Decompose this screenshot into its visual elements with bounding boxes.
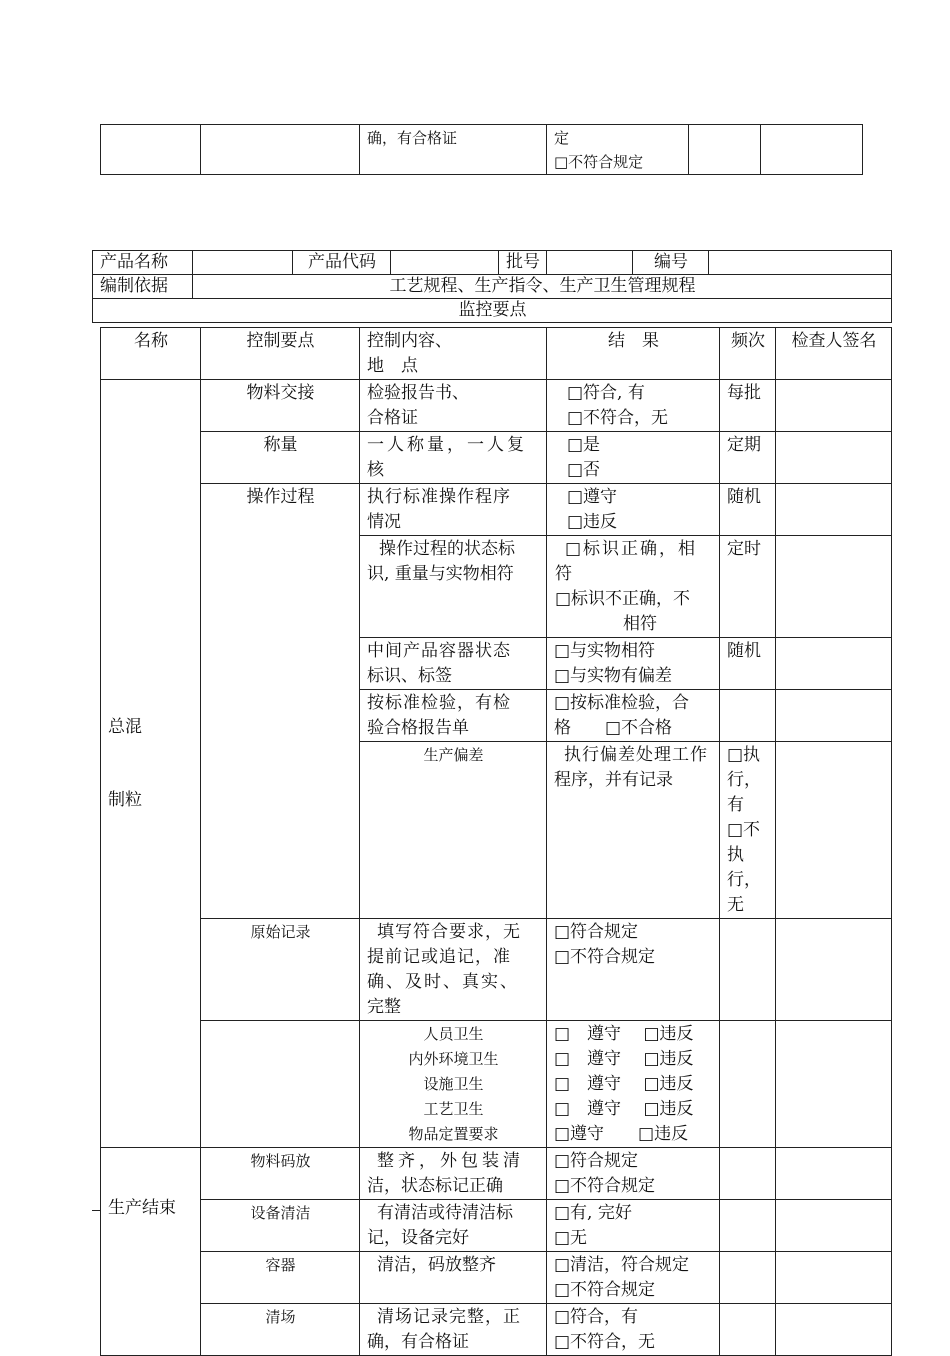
control-point: 原始记录 bbox=[201, 919, 360, 1021]
checkbox-option[interactable]: □清洁，符合规定 bbox=[554, 1255, 690, 1275]
content-line: 填写符合要求，无 bbox=[377, 922, 521, 942]
number-field[interactable] bbox=[709, 251, 892, 275]
table-row bbox=[101, 1021, 892, 1148]
column-header-row bbox=[101, 328, 892, 380]
control-point: 称量 bbox=[201, 432, 360, 484]
col-header-content bbox=[360, 328, 547, 380]
checkbox-option-continued: 符 bbox=[555, 564, 572, 584]
frequency-cell bbox=[720, 1304, 776, 1356]
control-point: 物料码放 bbox=[201, 1148, 360, 1200]
table-row bbox=[101, 432, 892, 484]
monitoring-table bbox=[100, 327, 892, 1356]
inspector-signature-field[interactable] bbox=[776, 484, 892, 536]
checkbox-option[interactable]: □不符合规定 bbox=[554, 1176, 656, 1196]
content-line: 整齐，外包装清 bbox=[377, 1151, 524, 1171]
inspector-signature-field[interactable] bbox=[776, 690, 892, 742]
content-line: 确、及时、真实、 bbox=[367, 972, 519, 992]
table-row bbox=[101, 380, 892, 432]
checkbox-option[interactable]: □ 遵守 □违反 bbox=[554, 1049, 694, 1069]
content-cell bbox=[360, 484, 547, 536]
table-row bbox=[101, 1200, 892, 1252]
result-checkboxes[interactable] bbox=[547, 690, 720, 742]
fragment-cell-empty bbox=[689, 125, 761, 175]
batch-label: 批号 bbox=[499, 251, 547, 275]
fragment-cell-empty bbox=[761, 125, 863, 175]
content-line: 记，设备完好 bbox=[367, 1228, 469, 1248]
result-checkboxes[interactable] bbox=[547, 1200, 720, 1252]
checkbox-option[interactable]: □执行，有 bbox=[727, 745, 761, 815]
frequency-cell bbox=[720, 690, 776, 742]
fragment-result-line: □不符合规定 bbox=[554, 153, 644, 171]
content-line: 物品定置要求 bbox=[408, 1125, 499, 1143]
content-line: 洁，状态标记正确 bbox=[367, 1176, 503, 1196]
checkbox-option[interactable]: □符合规定 bbox=[554, 922, 639, 942]
content-cell bbox=[360, 1304, 547, 1356]
fragment-cell-empty bbox=[201, 125, 360, 175]
checkbox-option[interactable]: □不符合规定 bbox=[554, 947, 656, 967]
content-line: 完整 bbox=[367, 997, 401, 1017]
frequency-cell bbox=[720, 919, 776, 1021]
result-checkboxes[interactable] bbox=[547, 536, 720, 638]
checkbox-option[interactable]: □不符合，无 bbox=[567, 408, 669, 428]
frequency-cell: 随机 bbox=[720, 638, 776, 690]
content-cell bbox=[360, 1252, 547, 1304]
inspector-signature-field[interactable] bbox=[776, 638, 892, 690]
col-header-control-point: 控制要点 bbox=[201, 328, 360, 380]
checkbox-option[interactable]: □无 bbox=[554, 1228, 588, 1248]
fragment-content-line: 确，有合格证 bbox=[367, 129, 458, 147]
basis-label: 编制依据 bbox=[93, 275, 193, 299]
checkbox-option[interactable]: □不符合规定 bbox=[554, 1280, 656, 1300]
product-code-label: 产品代码 bbox=[293, 251, 391, 275]
table-row bbox=[101, 1148, 892, 1200]
inspector-signature-field[interactable] bbox=[776, 1252, 892, 1304]
checkbox-option[interactable]: □ 遵守 □违反 bbox=[554, 1024, 694, 1044]
inspector-signature-field[interactable] bbox=[776, 432, 892, 484]
content-line: 执行标准操作程序 bbox=[367, 487, 511, 507]
col-header-content-line: 控制内容、 bbox=[367, 331, 452, 351]
result-checkboxes[interactable] bbox=[547, 1148, 720, 1200]
content-line: 操作过程的状态标 bbox=[379, 539, 515, 559]
content-line: 检验报告书、 bbox=[367, 383, 469, 403]
control-point: 操作过程 bbox=[201, 484, 360, 919]
table-row bbox=[101, 1252, 892, 1304]
control-point: 清场 bbox=[201, 1304, 360, 1356]
content-line: 情况 bbox=[367, 512, 401, 532]
fragment-content-cell bbox=[360, 125, 547, 175]
batch-field[interactable] bbox=[547, 251, 633, 275]
result-checkboxes[interactable] bbox=[547, 380, 720, 432]
result-checkboxes[interactable] bbox=[547, 919, 720, 1021]
frequency-cell bbox=[720, 1200, 776, 1252]
checkbox-option[interactable]: □否 bbox=[567, 460, 601, 480]
checkbox-option[interactable]: □标识正确，相 bbox=[565, 539, 698, 559]
col-header-result: 结 果 bbox=[547, 328, 720, 380]
col-header-name: 名称 bbox=[101, 328, 201, 380]
frequency-cell: 定期 bbox=[720, 432, 776, 484]
content-line: 程序，并有记录 bbox=[554, 770, 673, 790]
content-line: 清场记录完整，正 bbox=[377, 1307, 521, 1327]
checkbox-option[interactable]: □不符合，无 bbox=[554, 1332, 656, 1352]
checkbox-option[interactable]: □按标准检验，合 bbox=[554, 693, 690, 713]
checkbox-option[interactable]: □符合, 有 bbox=[567, 383, 645, 403]
inspector-signature-field[interactable] bbox=[776, 380, 892, 432]
content-cell bbox=[360, 1200, 547, 1252]
content-cell bbox=[360, 380, 547, 432]
group-label-line: 生产结束 bbox=[108, 1198, 176, 1218]
inspector-signature-field[interactable] bbox=[776, 1304, 892, 1356]
control-point bbox=[201, 1021, 360, 1148]
checkbox-option-continued: 相符 bbox=[623, 614, 657, 634]
inspector-signature-field[interactable] bbox=[776, 919, 892, 1021]
inspector-signature-field[interactable] bbox=[776, 1021, 892, 1148]
content-cell bbox=[360, 1148, 547, 1200]
col-header-frequency: 频次 bbox=[720, 328, 776, 380]
number-label: 编号 bbox=[633, 251, 709, 275]
group-mixing-label bbox=[101, 380, 201, 1148]
checkbox-option[interactable]: 格 □不合格 bbox=[554, 718, 673, 738]
frequency-cell: 定时 bbox=[720, 536, 776, 638]
content-line: 有清洁或待清洁标 bbox=[377, 1203, 513, 1223]
basis-value: 工艺规程、生产指令、生产卫生管理规程 bbox=[193, 275, 892, 299]
checkbox-option[interactable]: □是 bbox=[567, 435, 601, 455]
checkbox-option[interactable]: □符合，有 bbox=[554, 1307, 639, 1327]
result-checkboxes[interactable] bbox=[547, 1252, 720, 1304]
checkbox-option[interactable]: □与实物有偏差 bbox=[554, 666, 673, 686]
content-cell bbox=[360, 1021, 547, 1148]
table-row bbox=[101, 919, 892, 1021]
control-point: 容器 bbox=[201, 1252, 360, 1304]
content-cell bbox=[360, 536, 547, 638]
fragment-result-line: 定 bbox=[554, 129, 570, 147]
checkbox-option[interactable]: □遵守 □违反 bbox=[554, 1124, 689, 1144]
frequency-cell: 每批 bbox=[720, 380, 776, 432]
content-line: 核 bbox=[367, 460, 384, 480]
col-header-inspector: 检查人签名 bbox=[776, 328, 892, 380]
table-row bbox=[101, 484, 892, 536]
continued-table-fragment bbox=[100, 124, 863, 175]
checkbox-option[interactable]: □标识不正确，不 bbox=[555, 589, 691, 609]
content-line: 合格证 bbox=[367, 408, 418, 428]
checkbox-option[interactable]: □ 遵守 □违反 bbox=[554, 1099, 694, 1119]
result-checkboxes[interactable] bbox=[547, 484, 720, 536]
content-cell bbox=[360, 432, 547, 484]
checkbox-option[interactable]: □有, 完好 bbox=[554, 1203, 632, 1223]
content-line: 确，有合格证 bbox=[367, 1332, 469, 1352]
frequency-cell bbox=[720, 1252, 776, 1304]
frequency-cell: 随机 bbox=[720, 484, 776, 536]
content-line: 设施卫生 bbox=[423, 1075, 484, 1093]
group-label-line: 制粒 bbox=[108, 790, 142, 810]
control-point: 设备清洁 bbox=[201, 1200, 360, 1252]
checkbox-option[interactable]: □遵守 bbox=[567, 487, 618, 507]
product-name-label: 产品名称 bbox=[93, 251, 193, 275]
checkbox-option[interactable]: □不执行，无 bbox=[727, 820, 761, 915]
content-line: 提前记或追记，准 bbox=[367, 947, 511, 967]
content-line: 验合格报告单 bbox=[367, 718, 469, 738]
content-line: 按标准检验，有检 bbox=[367, 693, 511, 713]
content-cell bbox=[360, 919, 547, 1021]
fragment-result-cell bbox=[547, 125, 689, 175]
content-line: 清洁，码放整齐 bbox=[377, 1255, 496, 1275]
content-line: 标识、标签 bbox=[367, 666, 452, 686]
content-line: 识, 重量与实物相符 bbox=[367, 564, 514, 584]
checkbox-option[interactable]: □与实物相符 bbox=[554, 641, 656, 661]
product-code-field[interactable] bbox=[391, 251, 499, 275]
frequency-cell bbox=[776, 742, 892, 919]
content-cell bbox=[360, 638, 547, 690]
content-line: 工艺卫生 bbox=[423, 1100, 484, 1118]
table-corner-tick bbox=[92, 1210, 100, 1211]
content-cell bbox=[360, 690, 547, 742]
content-cell bbox=[547, 742, 720, 919]
checkbox-option[interactable]: □违反 bbox=[567, 512, 618, 532]
frequency-cell bbox=[720, 1148, 776, 1200]
inspector-signature-field[interactable] bbox=[776, 1200, 892, 1252]
product-name-field[interactable] bbox=[193, 251, 293, 275]
monitor-title: 监控要点 bbox=[93, 299, 892, 323]
control-point: 物料交接 bbox=[201, 380, 360, 432]
col-header-content-line: 地 点 bbox=[367, 356, 418, 376]
content-line: 中间产品容器状态 bbox=[367, 641, 511, 661]
result-checkboxes[interactable] bbox=[547, 1304, 720, 1356]
group-end-label bbox=[101, 1148, 201, 1356]
fragment-cell-empty bbox=[101, 125, 201, 175]
checkbox-option[interactable]: □符合规定 bbox=[554, 1151, 639, 1171]
group-label-line: 总混 bbox=[108, 717, 142, 737]
result-checkboxes[interactable] bbox=[547, 432, 720, 484]
control-point: 生产偏差 bbox=[360, 742, 547, 919]
result-checkboxes[interactable] bbox=[547, 1021, 720, 1148]
frequency-cell bbox=[720, 1021, 776, 1148]
table-row bbox=[101, 1304, 892, 1356]
inspector-signature-field[interactable] bbox=[776, 1148, 892, 1200]
content-line: 执行偏差处理工作 bbox=[564, 745, 708, 765]
content-line: 内外环境卫生 bbox=[408, 1050, 499, 1068]
content-line: 一人称量，一人复 bbox=[367, 435, 527, 455]
result-checkboxes[interactable] bbox=[720, 742, 776, 919]
content-line: 人员卫生 bbox=[423, 1025, 484, 1043]
inspector-signature-field[interactable] bbox=[776, 536, 892, 638]
checkbox-option[interactable]: □ 遵守 □违反 bbox=[554, 1074, 694, 1094]
result-checkboxes[interactable] bbox=[547, 638, 720, 690]
record-header-table bbox=[92, 250, 892, 323]
